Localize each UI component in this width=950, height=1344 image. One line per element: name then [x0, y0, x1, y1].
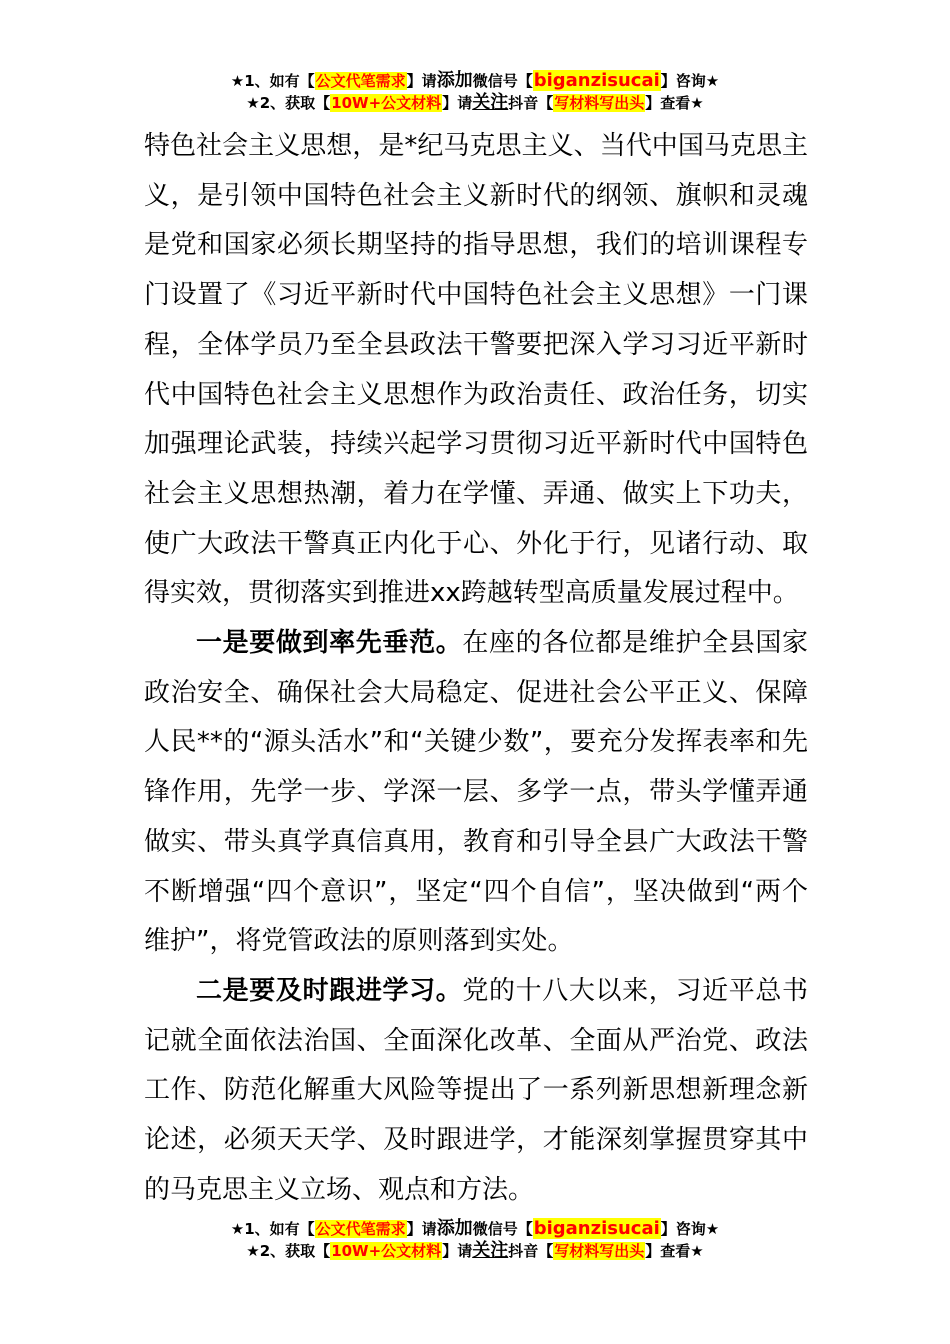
- banner-text: 】咨询★: [660, 72, 720, 90]
- paragraph-3-heading: 二是要及时跟进学习。: [196, 975, 463, 1006]
- banner-text-add: 添加: [436, 1218, 473, 1239]
- highlight-wechat-id: biganzisucai: [533, 70, 660, 91]
- paragraph-3-text: 党的十八大以来，习近平总书记就全面依法治国、全面深化改革、全面从严治党、政法工作、防范化解重大风险等提出了一系列新思想新理念新论述，必须天天学、及时跟进学，才能深刻掌握贯穿其中的马克思主义立场、观点和方法。: [144, 975, 808, 1205]
- banner-text: ★2、获取【: [246, 94, 331, 112]
- highlight-wechat-id: biganzisucai: [533, 1218, 660, 1239]
- highlight-ghostwriting: 公文代笔需求: [315, 72, 406, 90]
- paragraph-2-text: 在座的各位都是维护全县国家政治安全、确保社会大局稳定、促进社会公平正义、保障人民**的“源头活水”和“关键少数”，要充分发挥表率和先锋作用，先学一步、学深一层、多学一点，带头学懂弄通做实、带头真学真信真用，教育和引导全县广大政法干警不断增强“四个意识”，坚定“四个自信”，坚决做到“两个维护”，将党管政法的原则落到实处。: [144, 628, 808, 957]
- banner-text: 抖音【: [508, 1242, 554, 1260]
- banner-text: 】请: [442, 1242, 473, 1260]
- header-banner: [0, 70, 950, 114]
- paragraph-2: [144, 619, 808, 967]
- banner-text: ★1、如有【: [230, 1220, 315, 1238]
- banner-text: 】请: [442, 94, 473, 112]
- banner-text: 】咨询★: [660, 1220, 720, 1238]
- highlight-ghostwriting: 公文代笔需求: [315, 1220, 406, 1238]
- banner-text: 抖音【: [508, 94, 554, 112]
- banner-text: ★2、获取【: [246, 1242, 331, 1260]
- banner-line-2: [0, 1240, 950, 1262]
- banner-text: ★1、如有【: [230, 72, 315, 90]
- banner-line-1: [0, 1218, 950, 1240]
- footer-banner: [0, 1218, 950, 1262]
- banner-text-follow: 关注: [472, 92, 509, 113]
- paragraph-1: 特色社会主义思想，是*纪马克思主义、当代中国马克思主义，是引领中国特色社会主义新时代的纲领、旗帜和灵魂是党和国家必须长期坚持的指导思想，我们的培训课程专门设置了《习近平新时代中国特色社会主义思想》一门课程，全体学员乃至全县政法干警要把深入学习习近平新时代中国特色社会主义思想作为政治责任、政治任务，切实加强理论武装，持续兴起学习贯彻习近平新时代中国特色社会主义思想热潮，着力在学懂、弄通、做实上下功夫，使广大政法干警真正内化于心、外化于行，见诸行动、取得实效，贯彻落实到推进xx跨越转型高质量发展过程中。: [144, 131, 808, 609]
- banner-line-2: [0, 92, 950, 114]
- banner-text: 】查看★: [645, 94, 704, 112]
- banner-text: 微信号【: [472, 1220, 533, 1238]
- banner-text: 微信号【: [472, 72, 533, 90]
- highlight-materials: 10W+公文材料: [331, 1242, 442, 1260]
- banner-text-follow: 关注: [472, 1240, 509, 1261]
- highlight-materials: 10W+公文材料: [331, 94, 442, 112]
- highlight-douyin-account: 写材料写出头: [554, 94, 645, 112]
- banner-text-add: 添加: [436, 70, 473, 91]
- paragraph-2-heading: 一是要做到率先垂范。: [196, 628, 463, 659]
- banner-line-1: [0, 70, 950, 92]
- banner-text: 】请: [406, 1220, 437, 1238]
- banner-text: 】查看★: [645, 1242, 704, 1260]
- banner-text: 】请: [406, 72, 437, 90]
- highlight-douyin-account: 写材料写出头: [554, 1242, 645, 1260]
- paragraph-3: [144, 967, 808, 1216]
- document-body: [144, 122, 808, 1215]
